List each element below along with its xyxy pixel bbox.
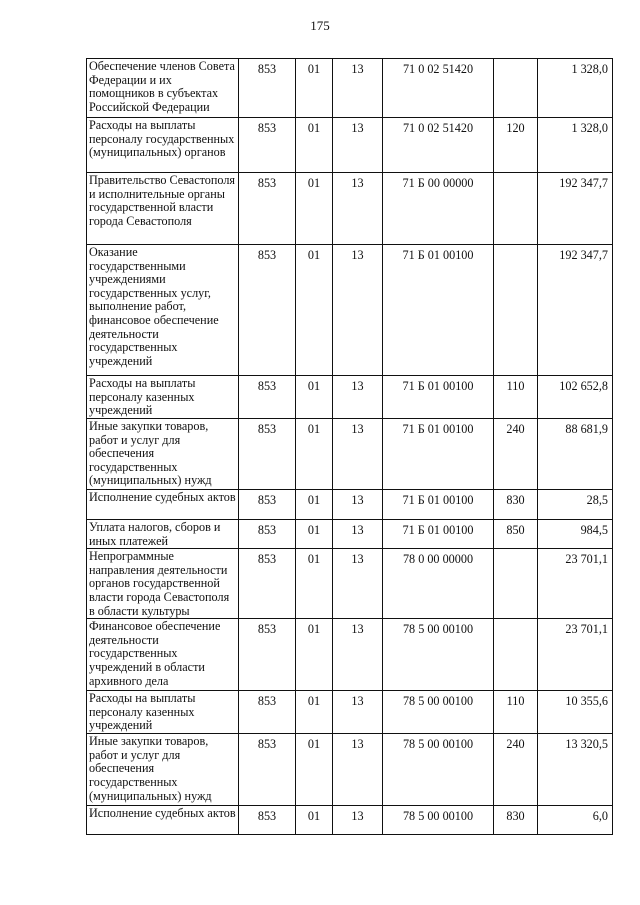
cell-ministry-code: 853 xyxy=(239,734,296,806)
cell-subsection-code: 13 xyxy=(333,118,383,173)
cell-expense-type: 240 xyxy=(494,734,538,806)
table-row xyxy=(87,490,613,520)
cell-expense-type xyxy=(494,619,538,691)
cell-ministry-code: 853 xyxy=(239,173,296,245)
table-row xyxy=(87,549,613,619)
cell-expense-type: 110 xyxy=(494,376,538,419)
table-row xyxy=(87,118,613,173)
cell-expense-type: 830 xyxy=(494,490,538,520)
cell-name: Расходы на выплаты персоналу казенных учреждений xyxy=(87,691,239,734)
cell-amount: 10 355,6 xyxy=(538,691,613,734)
cell-ministry-code: 853 xyxy=(239,691,296,734)
cell-subsection-code: 13 xyxy=(333,59,383,118)
cell-subsection-code: 13 xyxy=(333,376,383,419)
cell-subsection-code: 13 xyxy=(333,806,383,835)
cell-amount: 1 328,0 xyxy=(538,59,613,118)
cell-name: Расходы на выплаты персоналу государственных (муниципальных) органов xyxy=(87,118,239,173)
cell-name: Расходы на выплаты персоналу казенных учреждений xyxy=(87,376,239,419)
cell-expense-type: 830 xyxy=(494,806,538,835)
cell-name: Иные закупки товаров, работ и услуг для обеспечения государственных (муниципальных) нужд xyxy=(87,734,239,806)
cell-section-code: 01 xyxy=(296,490,333,520)
table-row xyxy=(87,520,613,549)
cell-section-code: 01 xyxy=(296,245,333,376)
table-row xyxy=(87,376,613,419)
cell-amount: 1 328,0 xyxy=(538,118,613,173)
table-row xyxy=(87,245,613,376)
cell-ministry-code: 853 xyxy=(239,245,296,376)
cell-ministry-code: 853 xyxy=(239,118,296,173)
cell-name: Обеспечение членов Совета Федерации и их помощников в субъектах Российской Федерации xyxy=(87,59,239,118)
cell-target-article: 71 Б 01 00100 xyxy=(383,520,494,549)
cell-amount: 192 347,7 xyxy=(538,173,613,245)
cell-amount: 984,5 xyxy=(538,520,613,549)
cell-section-code: 01 xyxy=(296,173,333,245)
cell-subsection-code: 13 xyxy=(333,419,383,490)
cell-amount: 102 652,8 xyxy=(538,376,613,419)
cell-subsection-code: 13 xyxy=(333,619,383,691)
cell-amount: 13 320,5 xyxy=(538,734,613,806)
table-row xyxy=(87,619,613,691)
cell-section-code: 01 xyxy=(296,806,333,835)
cell-ministry-code: 853 xyxy=(239,490,296,520)
table-row xyxy=(87,806,613,835)
cell-target-article: 71 Б 00 00000 xyxy=(383,173,494,245)
cell-expense-type: 120 xyxy=(494,118,538,173)
cell-name: Иные закупки товаров, работ и услуг для обеспечения государственных (муниципальных) нужд xyxy=(87,419,239,490)
cell-subsection-code: 13 xyxy=(333,691,383,734)
cell-subsection-code: 13 xyxy=(333,173,383,245)
cell-target-article: 78 0 00 00000 xyxy=(383,549,494,619)
table-row xyxy=(87,173,613,245)
cell-subsection-code: 13 xyxy=(333,734,383,806)
cell-subsection-code: 13 xyxy=(333,490,383,520)
cell-target-article: 78 5 00 00100 xyxy=(383,619,494,691)
cell-ministry-code: 853 xyxy=(239,619,296,691)
cell-section-code: 01 xyxy=(296,520,333,549)
cell-section-code: 01 xyxy=(296,549,333,619)
cell-subsection-code: 13 xyxy=(333,520,383,549)
cell-section-code: 01 xyxy=(296,691,333,734)
cell-expense-type: 850 xyxy=(494,520,538,549)
cell-section-code: 01 xyxy=(296,376,333,419)
cell-target-article: 71 Б 01 00100 xyxy=(383,419,494,490)
cell-section-code: 01 xyxy=(296,619,333,691)
cell-target-article: 71 Б 01 00100 xyxy=(383,490,494,520)
cell-name: Исполнение судебных актов xyxy=(87,806,239,835)
cell-section-code: 01 xyxy=(296,118,333,173)
table-row xyxy=(87,419,613,490)
cell-ministry-code: 853 xyxy=(239,520,296,549)
cell-ministry-code: 853 xyxy=(239,376,296,419)
table-row xyxy=(87,734,613,806)
cell-expense-type xyxy=(494,245,538,376)
table-body xyxy=(87,59,613,835)
cell-name: Исполнение судебных актов xyxy=(87,490,239,520)
cell-amount: 88 681,9 xyxy=(538,419,613,490)
cell-ministry-code: 853 xyxy=(239,59,296,118)
cell-amount: 23 701,1 xyxy=(538,549,613,619)
cell-target-article: 78 5 00 00100 xyxy=(383,806,494,835)
cell-target-article: 71 0 02 51420 xyxy=(383,118,494,173)
cell-section-code: 01 xyxy=(296,419,333,490)
cell-amount: 192 347,7 xyxy=(538,245,613,376)
cell-name: Непрограммные направления деятельности органов государственной власти города Севастополя в области культуры xyxy=(87,549,239,619)
cell-subsection-code: 13 xyxy=(333,245,383,376)
cell-target-article: 71 Б 01 00100 xyxy=(383,376,494,419)
cell-expense-type: 240 xyxy=(494,419,538,490)
cell-name: Оказание государственными учреждениями государственных услуг, выполнение работ, финансовое обеспечение деятельности государственных учреждений xyxy=(87,245,239,376)
table-row xyxy=(87,59,613,118)
cell-expense-type xyxy=(494,59,538,118)
page-number: 175 xyxy=(310,18,330,33)
cell-target-article: 78 5 00 00100 xyxy=(383,734,494,806)
cell-subsection-code: 13 xyxy=(333,549,383,619)
cell-target-article: 71 Б 01 00100 xyxy=(383,245,494,376)
cell-expense-type: 110 xyxy=(494,691,538,734)
cell-ministry-code: 853 xyxy=(239,419,296,490)
cell-section-code: 01 xyxy=(296,59,333,118)
budget-table xyxy=(86,58,613,835)
table-row xyxy=(87,691,613,734)
cell-expense-type xyxy=(494,173,538,245)
cell-ministry-code: 853 xyxy=(239,549,296,619)
cell-amount: 6,0 xyxy=(538,806,613,835)
cell-expense-type xyxy=(494,549,538,619)
cell-name: Уплата налогов, сборов и иных платежей xyxy=(87,520,239,549)
cell-name: Правительство Севастополя и исполнительные органы государственной власти города Севастополя xyxy=(87,173,239,245)
cell-amount: 28,5 xyxy=(538,490,613,520)
cell-section-code: 01 xyxy=(296,734,333,806)
cell-target-article: 78 5 00 00100 xyxy=(383,691,494,734)
cell-ministry-code: 853 xyxy=(239,806,296,835)
cell-target-article: 71 0 02 51420 xyxy=(383,59,494,118)
cell-name: Финансовое обеспечение деятельности государственных учреждений в области архивного дела xyxy=(87,619,239,691)
cell-amount: 23 701,1 xyxy=(538,619,613,691)
